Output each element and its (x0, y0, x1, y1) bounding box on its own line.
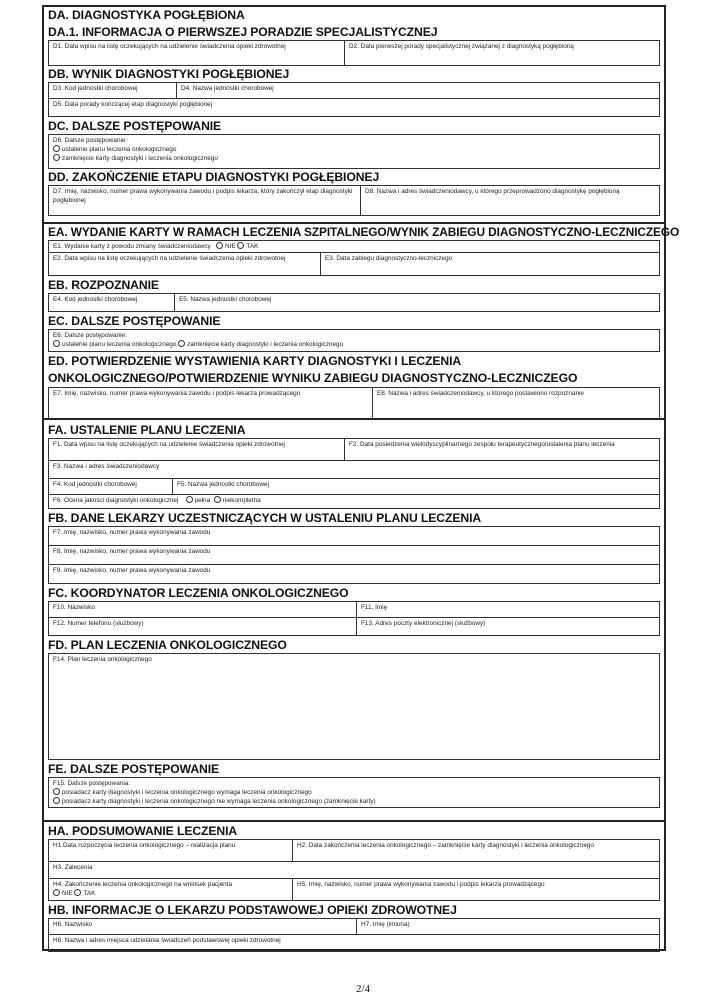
field-f4[interactable]: F4. Kod jednostki chorobowej (49, 479, 173, 495)
field-e6 (49, 330, 660, 352)
e6-option-close[interactable]: zamknięcie karty diagnostyki i leczenia onkologicznego (178, 341, 343, 348)
h4-option-nie[interactable]: NIE (53, 890, 73, 897)
ha-table (48, 839, 660, 901)
h4-label: H4. Zakończenie leczenia onkologicznego na wniosek pacjenta (53, 881, 233, 888)
field-d4[interactable]: D4. Nazwa jednostki chorobowej (177, 83, 660, 99)
field-h1[interactable]: H1.Data rozpoczęcia leczenia onkologicznego – realizacja planu (49, 840, 293, 862)
section-fb-title: FB. DANE LEKARZY UCZESTNICZĄCYCH W USTALENIU PLANU LECZENIA (48, 511, 482, 525)
radio-icon[interactable] (53, 145, 60, 152)
field-f12[interactable]: F12. Numer telefonu (służbowy) (49, 618, 357, 636)
hb-table (48, 918, 660, 952)
f15-label: F15. Dalsze postępowania: (53, 780, 131, 787)
dd-table (48, 185, 660, 216)
field-f5[interactable]: F5. Nazwa jednostki chorobowej (173, 479, 660, 495)
section-h (42, 820, 666, 951)
radio-icon[interactable] (214, 496, 221, 503)
e6-label: E6. Dalsze postępowanie: (53, 332, 127, 339)
section-eb-title: EB. ROZPOZNANIE (48, 278, 159, 292)
section-da-title: DA. DIAGNOSTYKA POGŁĘBIONA (48, 8, 245, 22)
section-hb-title: HB. INFORMACJE O LEKARZU PODSTAWOWEJ OPIEKI ZDROWOTNEJ (48, 903, 457, 917)
section-fa-title: FA. USTALENIE PLANU LECZENIA (48, 423, 246, 437)
d6-option-close[interactable]: zamknięcie karty diagnostyki i leczenia onkologicznego (53, 154, 655, 163)
field-f1[interactable]: F1. Data wpisu na listę oczekujących na udzielenie świadczenia opieki zdrowotnej (49, 439, 345, 461)
field-d3[interactable]: D3. Kod jednostki chorobowej (49, 83, 177, 99)
field-e8[interactable]: E8. Nazwa i adres świadczeniodawcy, u którego postawiono rozpoznanie (373, 388, 660, 420)
section-dd-title: DD. ZAKOŃCZENIE ETAPU DIAGNOSTYKI POGŁĘBIONEJ (48, 170, 380, 184)
field-h8[interactable]: H8. Nazwa i adres miejsca udzielania świadczeń podstawowej opieki zdrowotnej (49, 935, 660, 952)
f15-option-not-requires[interactable]: posiadacz karty diagnostyki i leczenia onkologicznego nie wymaga leczenia onkologicznego (zamknięcie karty) (53, 797, 655, 806)
f6-option-incomplete[interactable]: niekompletna (214, 497, 261, 504)
section-db-title: DB. WYNIK DIAGNOSTYKI POGŁĘBIONEJ (48, 67, 290, 81)
field-d5[interactable]: D5. Data porady kończącej etap diagnostyki pogłębionej (49, 99, 660, 117)
d6-option-plan[interactable]: ustalenie planu leczenia onkologicznego (53, 145, 655, 154)
radio-icon[interactable] (74, 889, 81, 896)
fa-table (48, 438, 660, 509)
field-f13[interactable]: F13. Adres poczty elektronicznej (służbowy) (357, 618, 660, 636)
radio-icon[interactable] (237, 242, 244, 249)
section-ha-title: HA. PODSUMOWANIE LECZENIA (48, 824, 238, 838)
section-da1-title: DA.1. INFORMACJA O PIERWSZEJ PORADZIE SPECJALISTYCZNEJ (48, 25, 438, 39)
field-d8[interactable]: D8. Nazwa i adres świadczeniodawcy, u którego przeprowadzono diagnostykę pogłębioną (361, 186, 660, 216)
e6-option-plan[interactable]: ustalenie planu leczenia onkologicznego (53, 341, 176, 348)
field-h5[interactable]: H5. Imię, nazwisko, numer prawa wykonywania zawodu i podpis lekarza prowadzącego (293, 879, 660, 901)
field-d7[interactable]: D7. Imię, nazwisko, numer prawa wykonywania zawodu i podpis lekarza, który zakończył etap diagnostyki pogłębionej (49, 186, 361, 216)
section-e (42, 222, 680, 418)
field-d1[interactable]: D1. Data wpisu na listę oczekujących na udzielenie świadczenia opieki zdrowotnej (49, 41, 345, 66)
section-d (42, 5, 666, 222)
field-f6 (49, 495, 660, 509)
section-fe-title: FE. DALSZE POSTĘPOWANIE (48, 762, 220, 776)
db-table (48, 82, 660, 117)
ed-table (48, 387, 660, 420)
section-dc-title: DC. DALSZE POSTĘPOWANIE (48, 119, 222, 133)
field-e4[interactable]: E4. Kod jednostki chorobowej (49, 294, 175, 312)
field-h2[interactable]: H2. Data zakończenia leczenia onkologicznego – zamknięcie karty diagnostyki i leczenia onkologicznego (293, 840, 660, 862)
radio-icon[interactable] (216, 242, 223, 249)
section-ea-title: EA. WYDANIE KARTY W RAMACH LECZENIA SZPITALNEGO/WYNIK ZABIEGU DIAGNOSTYCZNO-LECZNICZEGO (48, 225, 680, 239)
h4-option-tak[interactable]: TAK (74, 890, 95, 897)
radio-icon[interactable] (186, 496, 193, 503)
radio-icon[interactable] (53, 797, 60, 804)
dc-table (48, 134, 660, 169)
field-f7[interactable]: F7. Imię, nazwisko, numer prawa wykonywania zawodu (49, 527, 660, 546)
fc-table (48, 601, 660, 636)
f15-option-requires[interactable]: posiadacz karty diagnostyki i leczenia onkologicznego wymaga leczenia onkologicznego (53, 788, 655, 797)
field-e7[interactable]: E7. Imię, nazwisko, numer prawa wykonywania zawodu i podpis lekarza prowadzącego (49, 388, 373, 420)
field-f10[interactable]: F10. Nazwisko (49, 602, 357, 618)
field-h7[interactable]: H7. Imię (imiona) (357, 919, 660, 935)
da1-table (48, 40, 660, 66)
eb-table (48, 293, 660, 312)
field-f11[interactable]: F11. Imię (357, 602, 660, 618)
radio-icon[interactable] (178, 340, 185, 347)
section-f (42, 418, 666, 820)
f6-option-full[interactable]: pełna (186, 497, 211, 504)
fd-table (48, 653, 660, 760)
d6-label: D6. Dalsze postępowanie: (53, 137, 128, 144)
field-h6[interactable]: H6. Nazwisko (49, 919, 357, 935)
radio-icon[interactable] (53, 889, 60, 896)
field-f3[interactable]: F3. Nazwa i adres świadczeniodawcy (49, 461, 660, 479)
radio-icon[interactable] (53, 154, 60, 161)
field-f9[interactable]: F9. Imię, nazwisko, numer prawa wykonywania zawodu (49, 565, 660, 584)
fb-table (48, 526, 660, 584)
e1-option-tak[interactable]: TAK (237, 243, 258, 250)
field-e2[interactable]: E2. Data wpisu na listę oczekujących na udzielenie świadczenia opieki zdrowotnej (49, 253, 321, 276)
field-f8[interactable]: F8. Imię, nazwisko, numer prawa wykonywania zawodu (49, 546, 660, 565)
ec-table (48, 329, 660, 352)
field-f2[interactable]: F2. Data posiedzenia wielodyscyplinarnego zespołu terapeutycznego/ustalenia planu leczenia (345, 439, 660, 461)
ea-table (48, 240, 660, 276)
e1-option-nie[interactable]: NIE (216, 243, 236, 250)
radio-icon[interactable] (53, 788, 60, 795)
section-ec-title: EC. DALSZE POSTĘPOWANIE (48, 314, 221, 328)
field-h4 (49, 879, 293, 901)
form-page (42, 5, 680, 951)
field-e1 (49, 241, 660, 253)
field-d2[interactable]: D2. Data pierwszej porady specjalistycznej związanej z diagnostyką pogłębioną (345, 41, 660, 66)
field-e3[interactable]: E3. Data zabiegu diagnostyczno-leczniczego (321, 253, 660, 276)
f6-label: F6. Ocena jakości diagnostyki onkologicznej (53, 497, 179, 504)
section-fd-title: FD. PLAN LECZENIA ONKOLOGICZNEGO (48, 638, 287, 652)
field-f15 (49, 778, 660, 808)
field-e5[interactable]: E5. Nazwa jednostki chorobowej (175, 294, 660, 312)
e1-label: E1. Wydanie karty z powodu zmiany świadczeniodawcy (53, 243, 211, 250)
radio-icon[interactable] (53, 340, 60, 347)
section-ed-title: ED. POTWIERDZENIE WYSTAWIENIA KARTY DIAGNOSTYKI I LECZENIA ONKOLOGICZNEGO/POTWIERDZENIE WYNIKU ZABIEGU DIAGNOSTYCZNO-LECZNICZEGO (48, 354, 578, 385)
field-h3[interactable]: H3. Zalecenia (49, 862, 660, 879)
fe-table (48, 777, 660, 808)
page-number: 2/4 (355, 983, 371, 995)
field-d6 (49, 135, 660, 169)
section-fc-title: FC. KOORDYNATOR LECZENIA ONKOLOGICZNEGO (48, 586, 349, 600)
field-f14[interactable]: F14. Plan leczenia onkologicznego (49, 654, 660, 760)
